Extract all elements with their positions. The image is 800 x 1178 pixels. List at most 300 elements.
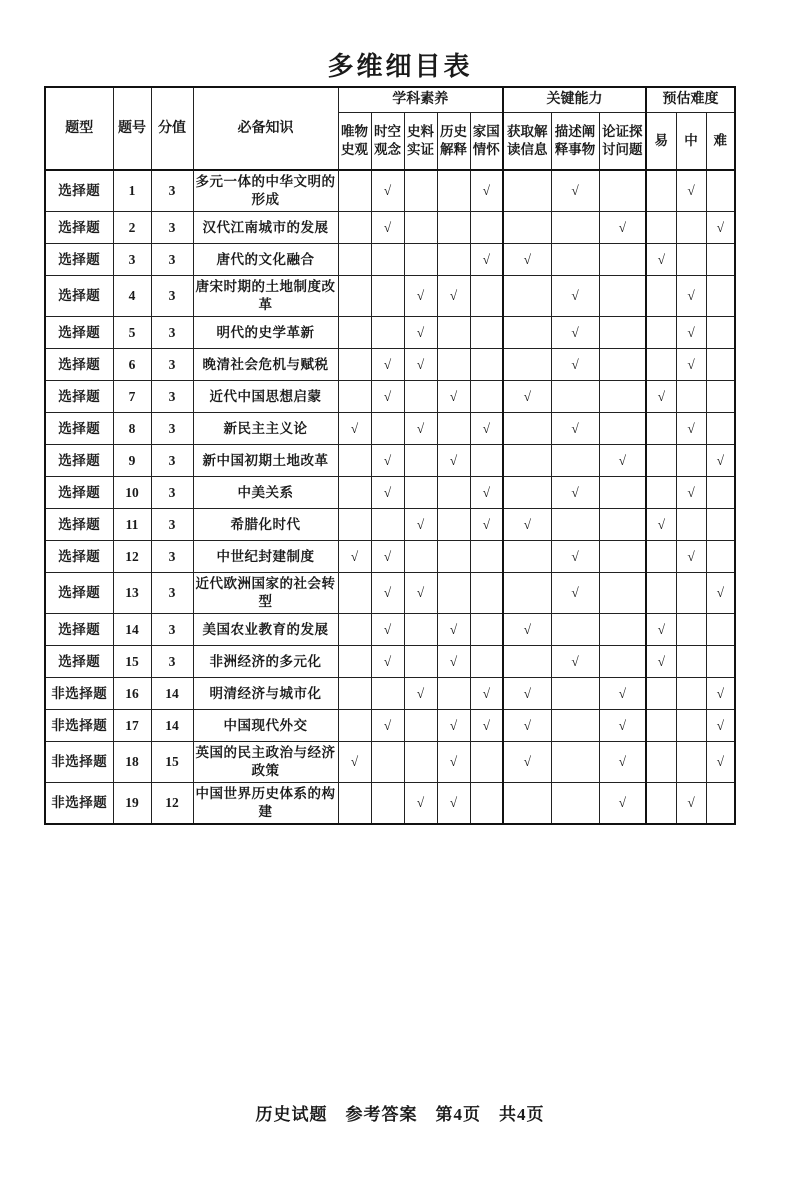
check-cell-checked: √ [503,742,551,783]
cell-question-no: 14 [113,614,151,646]
cell-score: 3 [151,413,193,445]
check-cell-empty [599,276,646,317]
header-group-literacy: 学科素养 [338,87,503,113]
check-cell-empty [503,170,551,212]
check-cell-empty [706,614,735,646]
cell-knowledge: 多元一体的中华文明的形成 [193,170,338,212]
check-cell-empty [437,541,470,573]
check-cell-empty [646,170,676,212]
header-sub-medium: 中 [676,113,706,171]
cell-question-no: 11 [113,509,151,541]
cell-question-type: 选择题 [45,170,113,212]
check-cell-empty [551,381,599,413]
cell-question-type: 选择题 [45,573,113,614]
check-cell-empty [437,573,470,614]
cell-score: 3 [151,509,193,541]
header-sub-describe-explain: 描述阐释事物 [551,113,599,171]
check-cell-empty [706,276,735,317]
cell-knowledge: 希腊化时代 [193,509,338,541]
cell-question-no: 6 [113,349,151,381]
check-cell-empty [503,276,551,317]
check-cell-empty [503,445,551,477]
check-cell-empty [676,445,706,477]
check-cell-checked: √ [470,170,503,212]
check-cell-checked: √ [437,445,470,477]
cell-knowledge: 中国世界历史体系的构建 [193,783,338,825]
check-cell-checked: √ [437,783,470,825]
check-cell-empty [404,381,437,413]
page-title: 多维细目表 [327,52,473,81]
cell-question-type: 非选择题 [45,710,113,742]
group-header-row [45,87,735,113]
check-cell-empty [551,678,599,710]
cell-question-type: 选择题 [45,413,113,445]
check-cell-empty [599,381,646,413]
check-cell-checked: √ [551,349,599,381]
check-cell-empty [706,541,735,573]
cell-score: 3 [151,573,193,614]
check-cell-checked: √ [646,509,676,541]
cell-question-no: 9 [113,445,151,477]
check-cell-empty [404,212,437,244]
check-cell-checked: √ [404,413,437,445]
check-cell-empty [437,477,470,509]
header-sub-easy: 易 [646,113,676,171]
check-cell-empty [676,509,706,541]
check-cell-checked: √ [371,170,404,212]
check-cell-empty [437,212,470,244]
check-cell-empty [706,349,735,381]
header-knowledge: 必备知识 [193,87,338,170]
cell-score: 3 [151,477,193,509]
check-cell-empty [706,646,735,678]
check-cell-empty [551,614,599,646]
check-cell-empty [676,381,706,413]
check-cell-checked: √ [371,541,404,573]
check-cell-empty [646,678,676,710]
check-cell-empty [599,413,646,445]
table-row [45,276,735,317]
check-cell-empty [599,477,646,509]
check-cell-checked: √ [551,317,599,349]
cell-knowledge: 中国现代外交 [193,710,338,742]
check-cell-checked: √ [338,413,371,445]
check-cell-empty [551,783,599,825]
check-cell-checked: √ [551,276,599,317]
table-row [45,541,735,573]
check-cell-checked: √ [404,678,437,710]
check-cell-checked: √ [437,742,470,783]
cell-knowledge: 明代的史学革新 [193,317,338,349]
cell-score: 3 [151,614,193,646]
check-cell-checked: √ [706,678,735,710]
check-cell-empty [551,445,599,477]
check-cell-empty [338,710,371,742]
check-cell-checked: √ [676,317,706,349]
check-cell-empty [371,742,404,783]
check-cell-empty [437,509,470,541]
cell-score: 14 [151,710,193,742]
check-cell-empty [503,573,551,614]
check-cell-empty [371,678,404,710]
check-cell-empty [470,445,503,477]
header-sub-spacetime: 时空观念 [371,113,404,171]
check-cell-checked: √ [470,509,503,541]
cell-question-no: 16 [113,678,151,710]
spec-table [44,86,736,825]
check-cell-empty [646,573,676,614]
check-cell-checked: √ [676,413,706,445]
check-cell-empty [646,349,676,381]
check-cell-checked: √ [676,541,706,573]
header-group-ability: 关键能力 [503,87,646,113]
check-cell-checked: √ [371,710,404,742]
table-row [45,244,735,276]
check-cell-empty [338,573,371,614]
cell-question-type: 选择题 [45,614,113,646]
check-cell-checked: √ [503,381,551,413]
table-row [45,413,735,445]
check-cell-empty [676,710,706,742]
check-cell-checked: √ [338,541,371,573]
check-cell-checked: √ [371,445,404,477]
check-cell-empty [676,646,706,678]
check-cell-empty [404,614,437,646]
cell-question-no: 1 [113,170,151,212]
header-group-difficulty: 预估难度 [646,87,735,113]
cell-score: 12 [151,783,193,825]
check-cell-checked: √ [646,614,676,646]
check-cell-empty [706,244,735,276]
check-cell-checked: √ [551,477,599,509]
check-cell-empty [706,317,735,349]
check-cell-checked: √ [706,573,735,614]
check-cell-checked: √ [404,573,437,614]
check-cell-checked: √ [338,742,371,783]
cell-question-no: 4 [113,276,151,317]
check-cell-empty [338,212,371,244]
check-cell-empty [338,170,371,212]
check-cell-checked: √ [551,573,599,614]
page-footer: 历史试题 参考答案 第4页 共4页 [255,1105,545,1124]
check-cell-checked: √ [676,276,706,317]
check-cell-checked: √ [706,742,735,783]
cell-question-type: 非选择题 [45,783,113,825]
check-cell-empty [338,477,371,509]
check-cell-empty [404,244,437,276]
check-cell-checked: √ [551,646,599,678]
check-cell-checked: √ [470,678,503,710]
check-cell-empty [551,710,599,742]
check-cell-empty [706,477,735,509]
cell-score: 3 [151,170,193,212]
header-score: 分值 [151,87,193,170]
check-cell-empty [646,276,676,317]
cell-knowledge: 明清经济与城市化 [193,678,338,710]
check-cell-empty [470,783,503,825]
check-cell-empty [470,317,503,349]
check-cell-checked: √ [404,349,437,381]
check-cell-empty [404,646,437,678]
check-cell-empty [676,678,706,710]
check-cell-checked: √ [470,413,503,445]
check-cell-empty [551,509,599,541]
cell-question-type: 选择题 [45,646,113,678]
check-cell-checked: √ [503,244,551,276]
check-cell-checked: √ [470,710,503,742]
cell-score: 3 [151,541,193,573]
check-cell-empty [676,614,706,646]
check-cell-checked: √ [437,381,470,413]
check-cell-checked: √ [404,509,437,541]
check-cell-empty [470,276,503,317]
check-cell-empty [338,244,371,276]
table-row [45,710,735,742]
check-cell-empty [599,349,646,381]
check-cell-empty [551,244,599,276]
cell-knowledge: 近代欧洲国家的社会转型 [193,573,338,614]
check-cell-empty [503,541,551,573]
check-cell-checked: √ [470,244,503,276]
check-cell-empty [338,317,371,349]
check-cell-empty [599,614,646,646]
header-question-type: 题型 [45,87,113,170]
check-cell-checked: √ [646,646,676,678]
cell-knowledge: 新民主主义论 [193,413,338,445]
check-cell-checked: √ [676,349,706,381]
cell-score: 15 [151,742,193,783]
cell-knowledge: 唐宋时期的土地制度改革 [193,276,338,317]
cell-score: 3 [151,276,193,317]
check-cell-checked: √ [706,212,735,244]
table-body [45,170,735,824]
check-cell-empty [646,445,676,477]
check-cell-empty [503,477,551,509]
check-cell-checked: √ [437,710,470,742]
table-header [45,87,735,170]
cell-score: 3 [151,349,193,381]
check-cell-checked: √ [676,783,706,825]
check-cell-checked: √ [599,710,646,742]
table-row [45,509,735,541]
check-cell-checked: √ [371,477,404,509]
check-cell-checked: √ [646,244,676,276]
cell-question-type: 选择题 [45,541,113,573]
table-row [45,646,735,678]
check-cell-checked: √ [551,541,599,573]
check-cell-empty [338,276,371,317]
check-cell-checked: √ [706,710,735,742]
check-cell-empty [503,212,551,244]
check-cell-empty [599,244,646,276]
check-cell-empty [646,783,676,825]
check-cell-empty [338,678,371,710]
check-cell-checked: √ [599,445,646,477]
check-cell-empty [371,317,404,349]
check-cell-empty [338,349,371,381]
table-row [45,349,735,381]
header-sub-patriotism: 家国情怀 [470,113,503,171]
check-cell-empty [470,541,503,573]
check-cell-empty [338,646,371,678]
cell-knowledge: 中美关系 [193,477,338,509]
check-cell-empty [371,276,404,317]
check-cell-empty [404,170,437,212]
check-cell-checked: √ [599,742,646,783]
cell-question-type: 选择题 [45,477,113,509]
check-cell-empty [338,509,371,541]
check-cell-empty [338,381,371,413]
cell-knowledge: 晚清社会危机与赋税 [193,349,338,381]
check-cell-empty [503,413,551,445]
cell-question-no: 5 [113,317,151,349]
check-cell-empty [470,646,503,678]
cell-question-no: 17 [113,710,151,742]
header-sub-acquire-info: 获取解读信息 [503,113,551,171]
cell-question-type: 选择题 [45,276,113,317]
check-cell-empty [470,614,503,646]
table-row [45,573,735,614]
header-sub-evidence: 史料实证 [404,113,437,171]
check-cell-empty [437,170,470,212]
table-row [45,381,735,413]
check-cell-empty [404,541,437,573]
check-cell-empty [551,742,599,783]
cell-knowledge: 近代中国思想启蒙 [193,381,338,413]
check-cell-empty [404,477,437,509]
cell-question-type: 非选择题 [45,742,113,783]
check-cell-empty [646,317,676,349]
cell-score: 3 [151,317,193,349]
cell-question-type: 选择题 [45,244,113,276]
check-cell-empty [706,170,735,212]
check-cell-checked: √ [371,614,404,646]
cell-question-type: 选择题 [45,349,113,381]
cell-question-no: 7 [113,381,151,413]
check-cell-checked: √ [503,710,551,742]
check-cell-empty [676,573,706,614]
cell-question-type: 选择题 [45,509,113,541]
check-cell-empty [470,742,503,783]
cell-question-type: 非选择题 [45,678,113,710]
cell-question-no: 18 [113,742,151,783]
check-cell-checked: √ [551,413,599,445]
check-cell-empty [470,573,503,614]
check-cell-empty [371,509,404,541]
check-cell-empty [676,212,706,244]
cell-knowledge: 美国农业教育的发展 [193,614,338,646]
table-row [45,170,735,212]
check-cell-empty [599,573,646,614]
check-cell-empty [646,413,676,445]
check-cell-empty [470,212,503,244]
header-sub-hard: 难 [706,113,735,171]
cell-question-no: 12 [113,541,151,573]
table-row [45,678,735,710]
check-cell-checked: √ [676,477,706,509]
header-sub-argue-discuss: 论证探讨问题 [599,113,646,171]
header-question-no: 题号 [113,87,151,170]
check-cell-checked: √ [404,317,437,349]
check-cell-empty [706,413,735,445]
cell-knowledge: 中世纪封建制度 [193,541,338,573]
check-cell-empty [599,646,646,678]
check-cell-empty [437,349,470,381]
check-cell-empty [404,445,437,477]
cell-score: 14 [151,678,193,710]
table-row [45,614,735,646]
check-cell-checked: √ [371,646,404,678]
cell-score: 3 [151,212,193,244]
check-cell-empty [338,783,371,825]
check-cell-empty [404,710,437,742]
check-cell-empty [676,244,706,276]
check-cell-checked: √ [646,381,676,413]
cell-question-type: 选择题 [45,381,113,413]
cell-score: 3 [151,445,193,477]
check-cell-checked: √ [371,212,404,244]
check-cell-empty [599,317,646,349]
cell-question-no: 19 [113,783,151,825]
cell-question-no: 3 [113,244,151,276]
check-cell-checked: √ [371,381,404,413]
check-cell-empty [503,349,551,381]
check-cell-empty [470,381,503,413]
check-cell-checked: √ [706,445,735,477]
check-cell-empty [437,413,470,445]
check-cell-checked: √ [404,783,437,825]
cell-question-type: 选择题 [45,445,113,477]
check-cell-empty [503,783,551,825]
check-cell-empty [646,477,676,509]
cell-question-no: 8 [113,413,151,445]
table-row [45,212,735,244]
check-cell-empty [338,445,371,477]
table-row [45,477,735,509]
check-cell-checked: √ [503,614,551,646]
check-cell-empty [437,244,470,276]
cell-score: 3 [151,381,193,413]
table-row [45,317,735,349]
check-cell-empty [437,317,470,349]
check-cell-checked: √ [599,212,646,244]
check-cell-checked: √ [503,509,551,541]
table-row [45,783,735,825]
check-cell-empty [646,710,676,742]
check-cell-empty [338,614,371,646]
check-cell-checked: √ [599,678,646,710]
check-cell-empty [706,509,735,541]
cell-question-no: 13 [113,573,151,614]
check-cell-empty [551,212,599,244]
cell-score: 3 [151,244,193,276]
table-row [45,742,735,783]
check-cell-checked: √ [437,646,470,678]
check-cell-checked: √ [551,170,599,212]
header-sub-interpretation: 历史解释 [437,113,470,171]
check-cell-checked: √ [437,276,470,317]
check-cell-empty [404,742,437,783]
cell-question-type: 选择题 [45,212,113,244]
check-cell-empty [646,541,676,573]
check-cell-empty [599,509,646,541]
check-cell-empty [706,783,735,825]
check-cell-empty [599,170,646,212]
check-cell-empty [503,646,551,678]
cell-knowledge: 汉代江南城市的发展 [193,212,338,244]
check-cell-checked: √ [437,614,470,646]
cell-knowledge: 非洲经济的多元化 [193,646,338,678]
